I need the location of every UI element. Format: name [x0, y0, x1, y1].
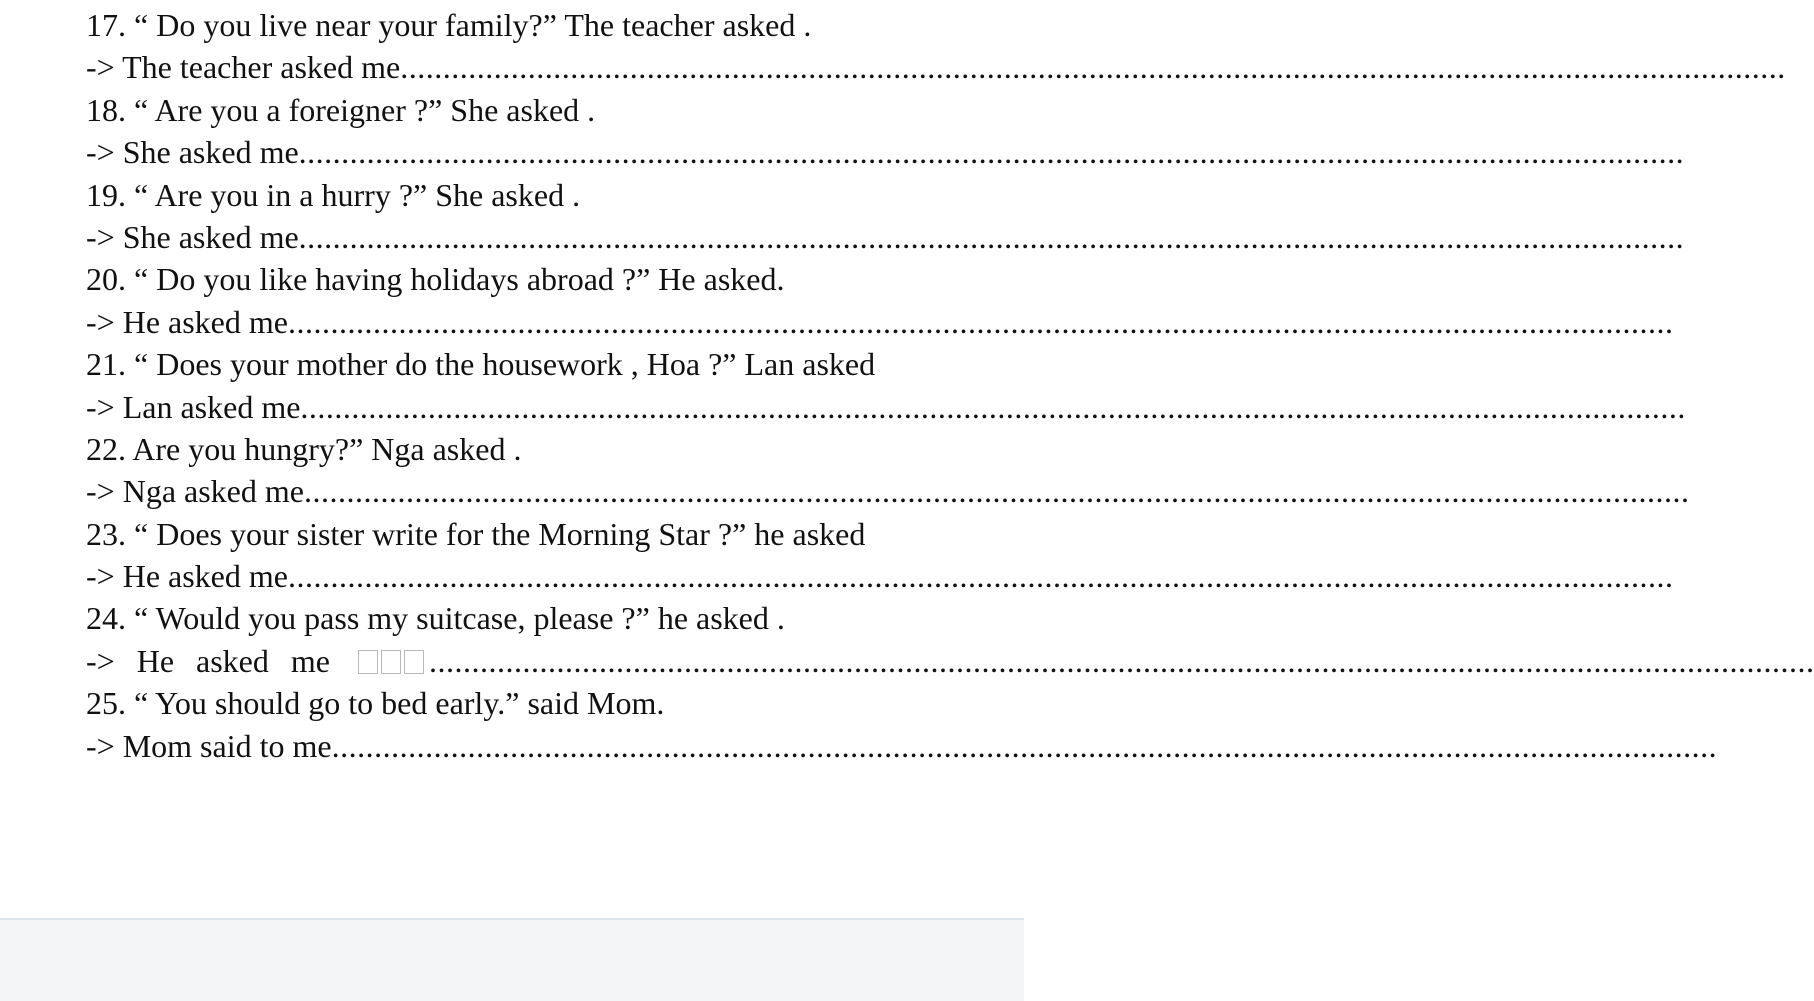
answer-line-19 [86, 216, 1685, 258]
answer-prompt: -> Mom said to me [86, 727, 332, 764]
answer-line-20 [86, 301, 1674, 343]
answer-prompt: -> Nga asked me [86, 473, 304, 510]
missing-glyph-boxes [358, 640, 427, 682]
answer-line-22 [86, 470, 1690, 512]
answer-prompt: -> He asked me [86, 642, 330, 679]
answer-blank: ................................................................................................................................................................... [287, 558, 1674, 595]
question-21: 21. “ Does your mother do the housework , Hoa ?” Lan asked [86, 346, 876, 383]
answer-blank: ................................................................................................................................................................... [287, 303, 1674, 340]
answer-prompt: -> The teacher asked me [86, 49, 401, 86]
question-25: 25. “ You should go to bed early.” said Mom. [86, 685, 665, 722]
question-24: 24. “ Would you pass my suitcase, please ?” he asked . [86, 600, 785, 637]
exercise-list [86, 4, 1814, 767]
answer-blank: ................................................................................................................................................................... [298, 134, 1685, 171]
question-17: 17. “ Do you live near your family?” The teacher asked . [86, 7, 812, 43]
answer-blank: ................................................................................................................................................................... [331, 727, 1718, 764]
answer-blank: ................................................................................................................................................................... [428, 642, 1814, 679]
answer-blank: ................................................................................................................................................................... [300, 388, 1686, 425]
question-18: 18. “ Are you a foreigner ?” She asked . [86, 91, 596, 128]
missing-glyph-box [381, 650, 401, 674]
answer-prompt: -> He asked me [86, 303, 288, 340]
answer-prompt: -> Lan asked me [86, 388, 301, 425]
answer-prompt: -> She asked me [86, 134, 299, 171]
answer-line-24 [86, 640, 1814, 682]
question-19: 19. “ Are you in a hurry ?” She asked . [86, 176, 581, 213]
answer-line-23 [86, 555, 1674, 597]
answer-line-25 [86, 725, 1718, 767]
answer-prompt: -> He asked me [86, 558, 288, 595]
page-bottom-area [0, 918, 1024, 1001]
missing-glyph-box [404, 650, 424, 674]
question-20: 20. “ Do you like having holidays abroad ?” He asked. [86, 261, 785, 298]
question-23: 23. “ Does your sister write for the Morning Star ?” he asked [86, 515, 866, 552]
answer-line-17 [86, 46, 1786, 88]
missing-glyph-box [358, 650, 378, 674]
answer-prompt: -> She asked me [86, 218, 299, 255]
answer-blank: ................................................................................................................................................................... [298, 218, 1685, 255]
answer-line-21 [86, 386, 1686, 428]
answer-blank: ................................................................................................................................................................... [400, 49, 1786, 86]
answer-blank: ................................................................................................................................................................... [303, 473, 1690, 510]
answer-line-18 [86, 131, 1685, 173]
question-22: 22. Are you hungry?” Nga asked . [86, 430, 522, 467]
